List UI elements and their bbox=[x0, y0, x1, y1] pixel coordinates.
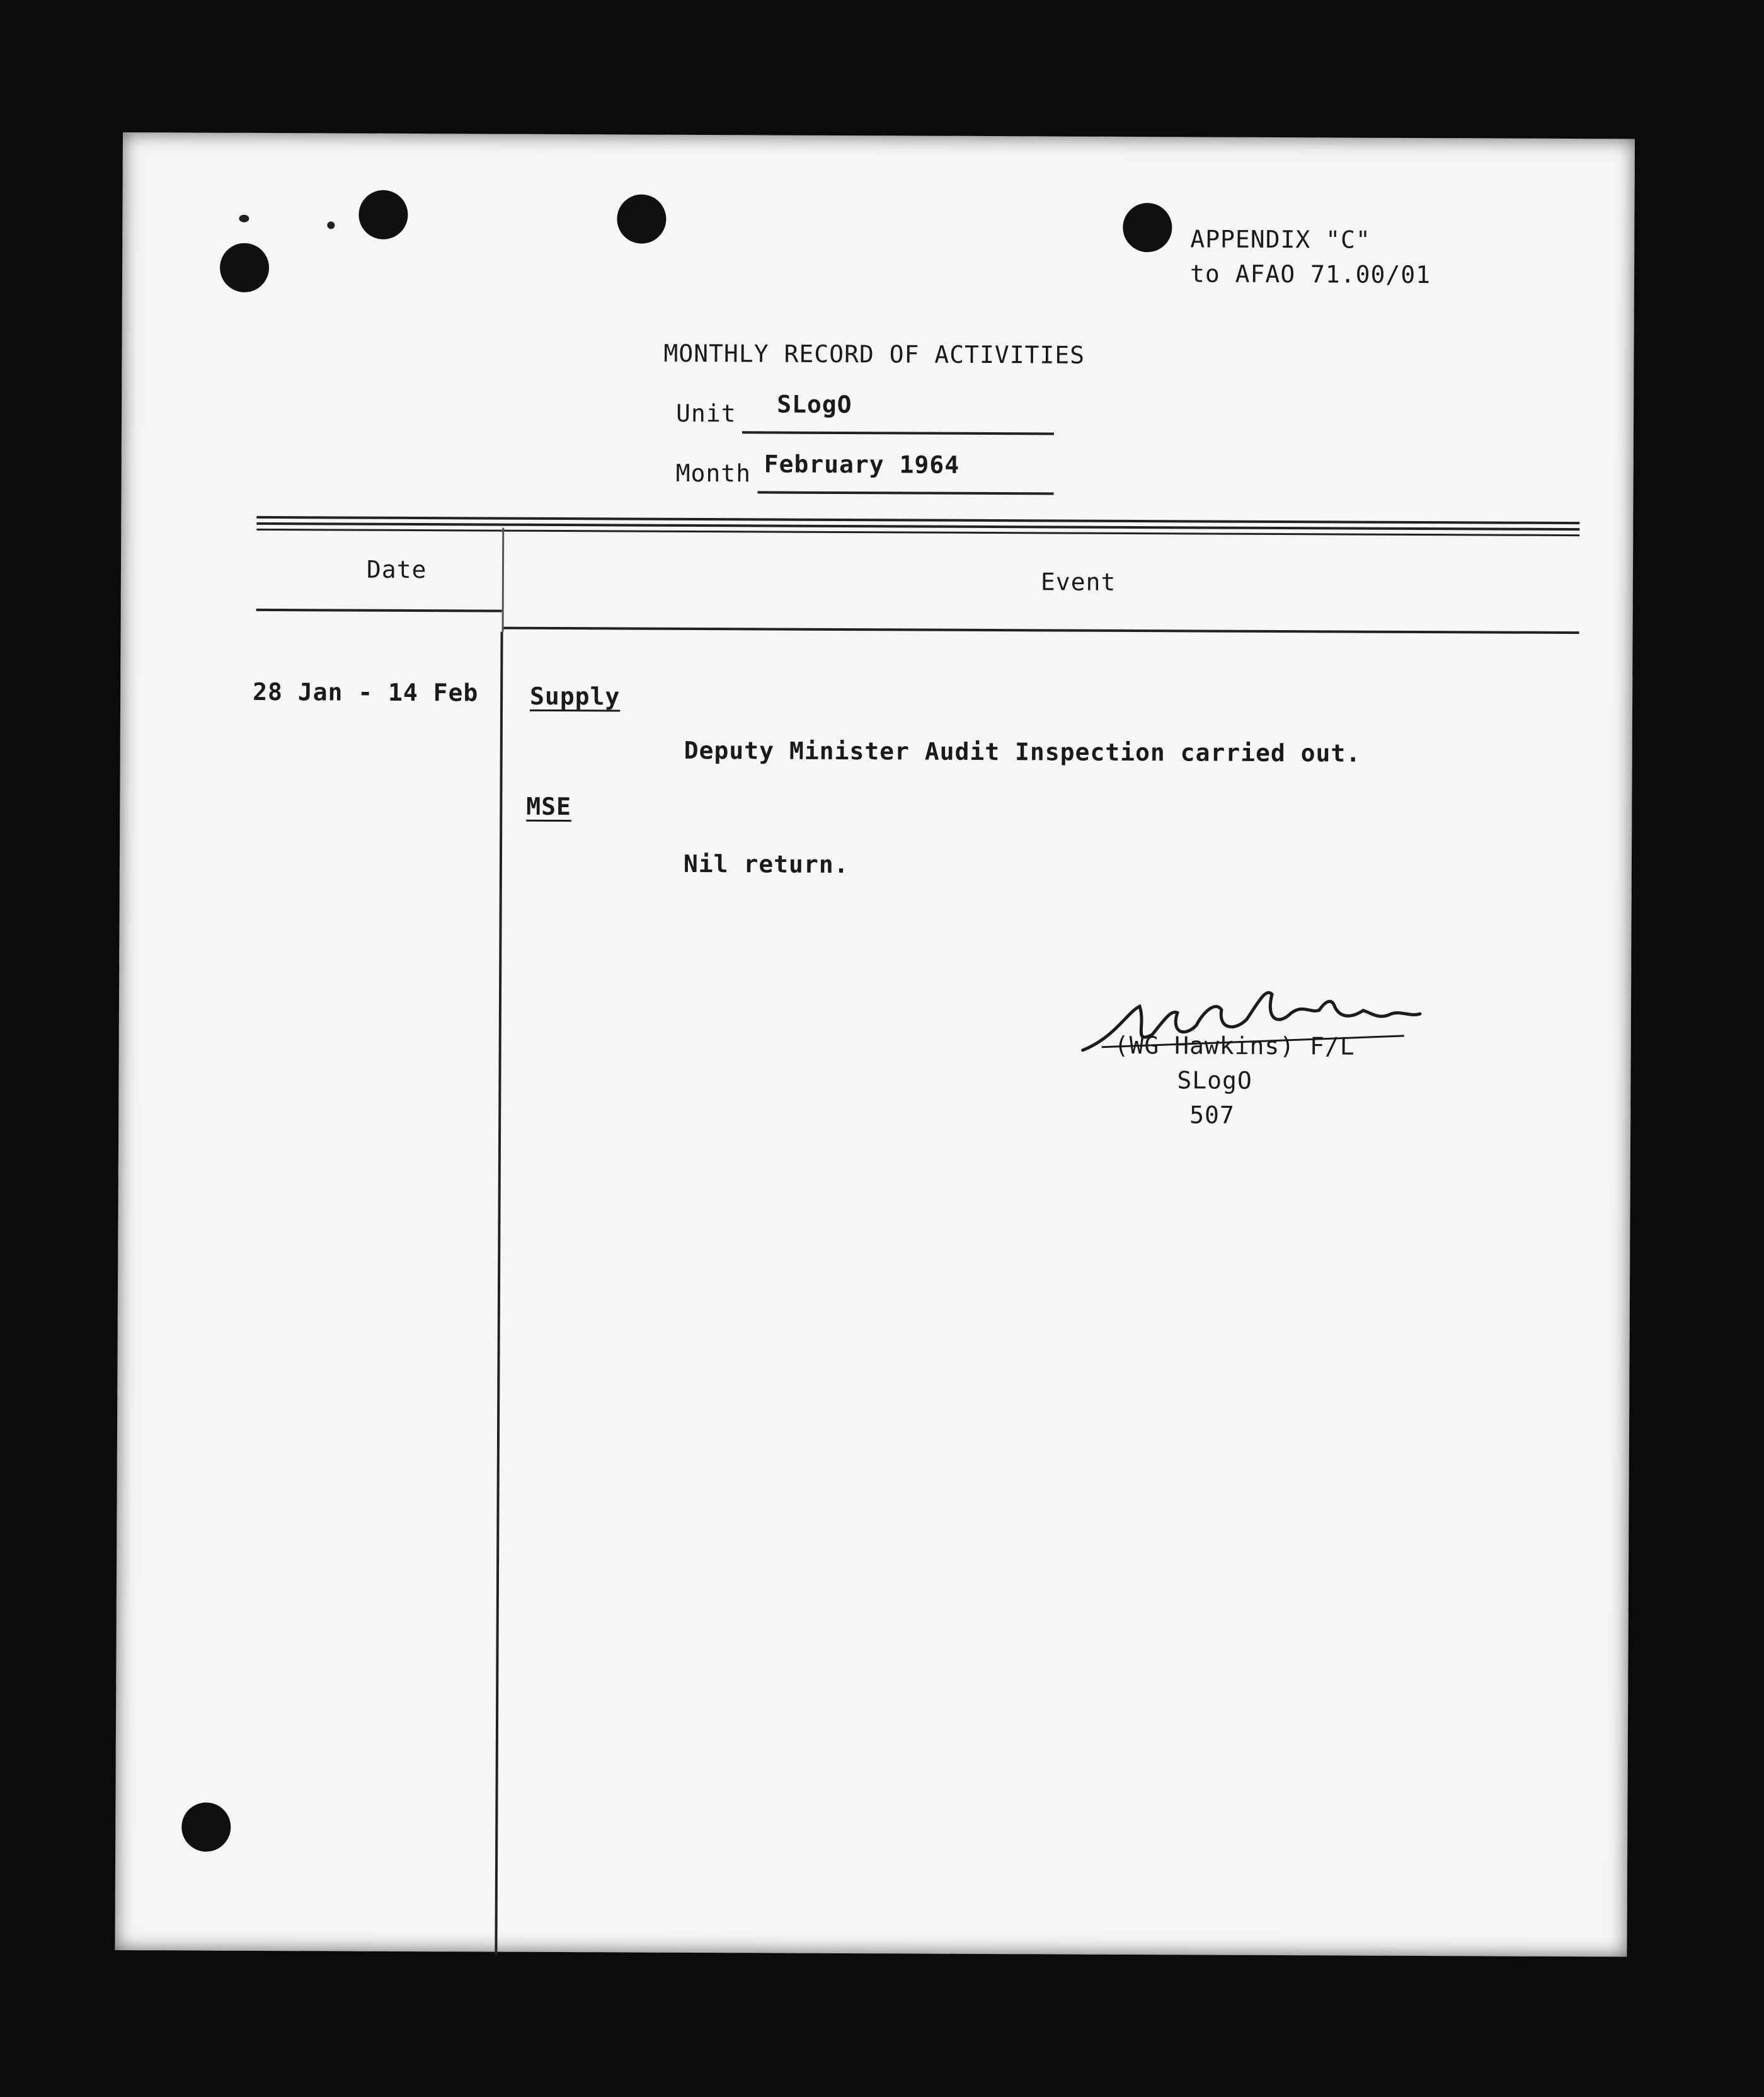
unit-label: Unit bbox=[675, 399, 736, 428]
column-divider bbox=[502, 528, 505, 632]
month-value: February 1964 bbox=[764, 450, 960, 479]
punch-hole bbox=[1123, 203, 1172, 252]
document-page bbox=[115, 132, 1635, 1956]
handwritten-signature bbox=[1076, 975, 1429, 1077]
speck bbox=[239, 215, 249, 222]
signature-name: (WG Hawkins) F/L bbox=[1114, 1031, 1355, 1060]
appendix-line-1: APPENDIX "C" bbox=[1190, 225, 1371, 254]
punch-hole bbox=[220, 243, 269, 292]
punch-hole bbox=[181, 1802, 231, 1851]
section-heading-supply: Supply bbox=[530, 682, 621, 711]
column-header-event: Event bbox=[1040, 568, 1116, 596]
signature-number: 507 bbox=[1189, 1101, 1235, 1129]
punch-hole bbox=[358, 190, 408, 239]
table-top-rule bbox=[256, 529, 1579, 536]
section-text-supply: Deputy Minister Audit Inspection carried out. bbox=[684, 736, 1361, 767]
speck bbox=[327, 221, 335, 229]
section-text-mse: Nil return. bbox=[683, 849, 849, 879]
signature-unit: SLogO bbox=[1177, 1066, 1252, 1094]
header-rule-date bbox=[256, 609, 502, 612]
punch-hole bbox=[617, 194, 666, 243]
unit-underline bbox=[742, 431, 1054, 435]
month-label: Month bbox=[675, 459, 752, 488]
unit-value: SLogO bbox=[777, 390, 852, 419]
column-header-date: Date bbox=[366, 555, 427, 584]
month-underline bbox=[758, 491, 1054, 495]
header-rule-event bbox=[502, 627, 1579, 634]
page-title: MONTHLY RECORD OF ACTIVITIES bbox=[663, 339, 1085, 369]
row-date: 28 Jan - 14 Feb bbox=[253, 677, 479, 707]
column-divider bbox=[495, 632, 503, 1955]
section-heading-mse: MSE bbox=[526, 792, 572, 821]
appendix-line-2: to AFAO 71.00/01 bbox=[1189, 260, 1431, 289]
